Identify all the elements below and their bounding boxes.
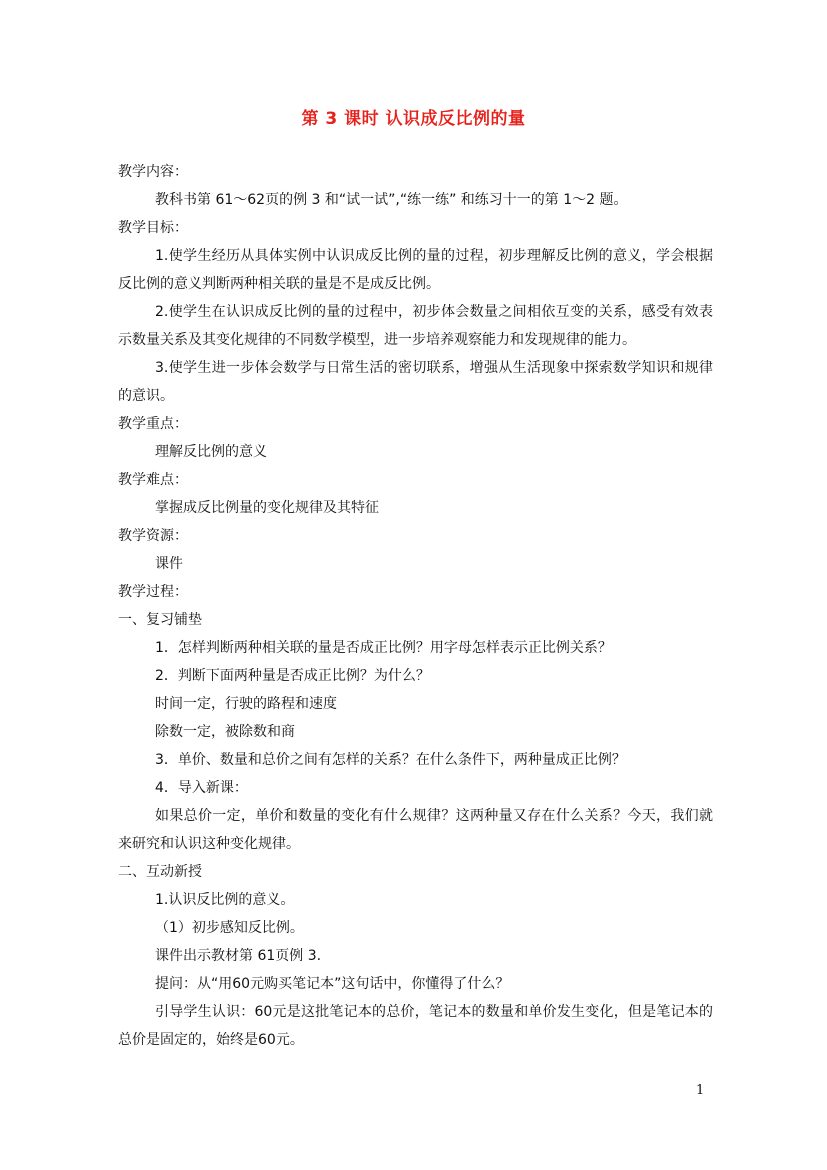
goal-2: 2.使学生在认识成反比例的量的过程中，初步体会数量之间相依互变的关系，感受有效表示数量关系及其变化规律的不同数学模型，进一步培养观察能力和发现规律的能力。 [118, 304, 713, 348]
section-review: 一、复习铺垫 [118, 612, 202, 628]
question-text: 提问：从“用60元购买笔记本”这句话中，你懂得了什么？ [155, 976, 510, 992]
step-1a: （1）初步感知反比例。 [155, 920, 304, 936]
key-points-text: 理解反比例的意义 [155, 444, 267, 460]
review-q4: 4．导入新课： [155, 780, 248, 796]
heading-goals: 教学目标： [118, 220, 188, 236]
review-q2a: 时间一定，行驶的路程和速度 [155, 696, 337, 712]
heading-key-points: 教学重点： [118, 416, 188, 432]
difficulties-text: 掌握成反比例量的变化规律及其特征 [155, 500, 379, 516]
heading-difficulties: 教学难点： [118, 472, 188, 488]
step-1: 1.认识反比例的意义。 [155, 892, 295, 908]
intro-text: 如果总价一定，单价和数量的变化有什么规律？这两种量又存在什么关系？今天，我们就来研究和认识这种变化规律。 [118, 808, 713, 852]
heading-resources: 教学资源： [118, 528, 188, 544]
goal-1: 1.使学生经历从具体实例中认识成反比例的量的过程，初步理解反比例的意义，学会根据反比例的意义判断两种相关联的量是不是成反比例。 [118, 248, 713, 292]
review-q3: 3．单价、数量和总价之间有怎样的关系？在什么条件下，两种量成正比例？ [155, 752, 626, 768]
heading-content: 教学内容： [118, 164, 188, 180]
review-q1: 1．怎样判断两种相关联的量是否成正比例？用字母怎样表示正比例关系？ [155, 640, 612, 656]
page-number: 1 [696, 1083, 705, 1098]
review-q2: 2．判断下面两种量是否成正比例？为什么？ [155, 668, 430, 684]
document-body [118, 158, 713, 1054]
heading-process: 教学过程： [118, 584, 188, 600]
content-text: 教科书第 61～62页的例 3 和“试一试”,“练一练” 和练习十一的第 1～2 题。 [155, 192, 628, 208]
guide-text: 引导学生认识：60元是这批笔记本的总价，笔记本的数量和单价发生变化，但是笔记本的总价是固定的，始终是60元。 [118, 1004, 713, 1048]
page-title: 第 3 课时 认识成反比例的量 [301, 109, 526, 129]
resources-text: 课件 [155, 556, 183, 572]
section-new-lesson: 二、互动新授 [118, 864, 202, 880]
courseware-example: 课件出示教材第 61页例 3. [155, 948, 322, 964]
goal-3: 3.使学生进一步体会数学与日常生活的密切联系，增强从生活现象中探索数学知识和规律的意识。 [118, 360, 713, 404]
review-q2b: 除数一定，被除数和商 [155, 724, 295, 740]
